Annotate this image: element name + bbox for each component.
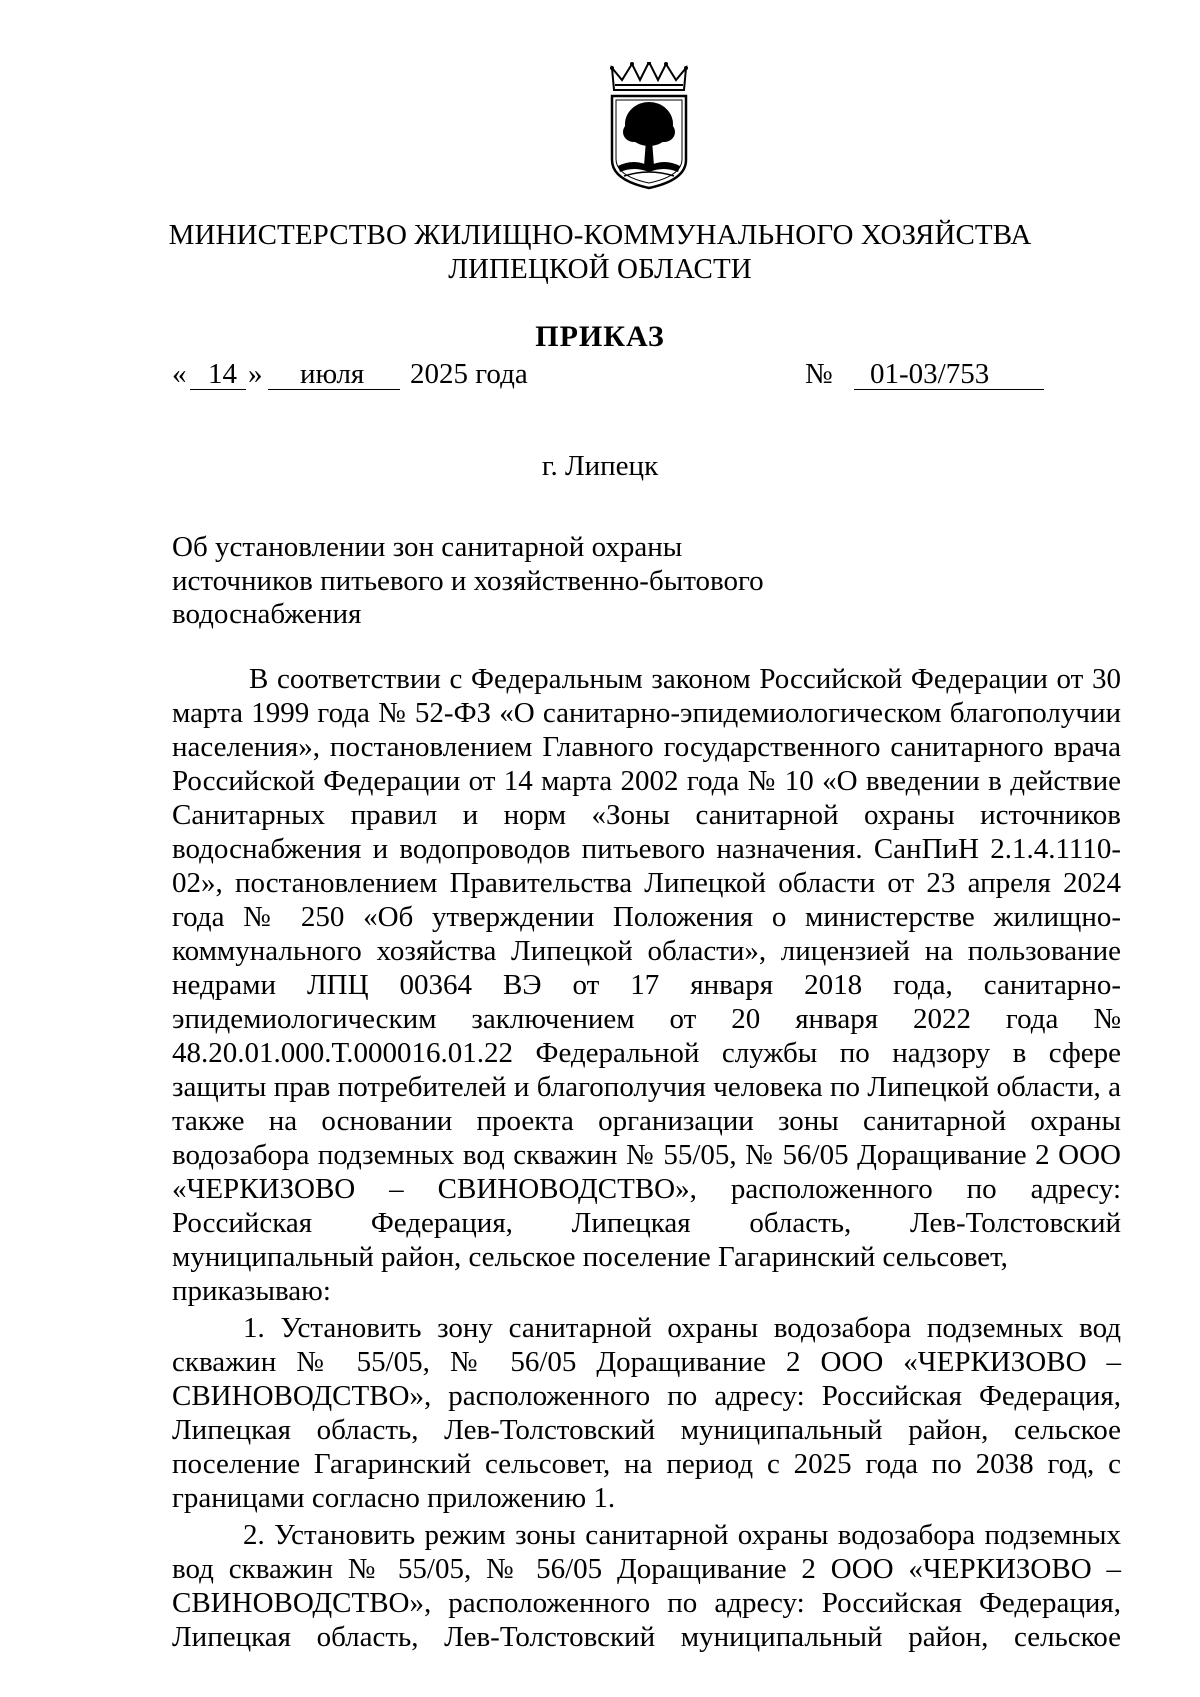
- city: г. Липецк: [541, 450, 659, 482]
- order-item-1: 1. Установить зону санитарной охраны водозабора подземных вод скважин № 55/05, № 56/05 Доращивание 2 ООО «ЧЕРКИЗОВО – СВИНОВОДСТВО», расположенного по адресу: Российская Федерация, Липецкая область, Лев-Толстовский муниципальный район, сельское поселение Гагаринский сельсовет, на период с 2025 года по 2038 год, с границами согласно приложению 1.: [172, 1312, 1121, 1514]
- order-number-label: №: [805, 358, 833, 390]
- order-number-underline: [854, 389, 1044, 390]
- date-year: 2025 года: [410, 358, 528, 390]
- date-month-underline: [268, 389, 400, 390]
- coat-of-arms-icon: [604, 62, 694, 192]
- order-number: 01-03/753: [870, 358, 990, 390]
- order-item-2: 2. Установить режим зоны санитарной охраны водозабора подземных вод скважин № 55/05, № 56/05 Доращивание 2 ООО «ЧЕРКИЗОВО – СВИНОВОДСТВО», расположенного по адресу: Российская Федерация, Липецкая область, Лев-Толстовский муниципальный район, сельское: [172, 1519, 1121, 1653]
- date-month: июля: [300, 358, 365, 390]
- ministry-name-line2: ЛИПЕЦКОЙ ОБЛАСТИ: [448, 253, 752, 285]
- order-body: [172, 662, 1121, 1654]
- order-subject: Об установлении зон санитарной охраны источников питьевого и хозяйственно-бытового водоснабжения: [172, 531, 764, 630]
- order-word: приказываю:: [172, 1275, 331, 1307]
- preamble-paragraph: В соответствии с Федеральным законом Российской Федерации от 30 марта 1999 года № 52-ФЗ «О санитарно-эпидемиологическом благополучии населения», постановлением Главного государственного санитарного врача Российской Федерации от 14 марта 2002 года № 10 «О введении в действие Санитарных правил и норм «Зоны санитарной охраны источников водоснабжения и водопроводов питьевого назначения. СанПиН 2.1.4.1110-02», постановлением Правительства Липецкой области от 23 апреля 2024 года № 250 «Об утверждении Положения о министерстве жилищно-коммунального хозяйства Липецкой области», лицензией на пользование недрами ЛПЦ 00364 ВЭ от 17 января 2018 года, санитарно-эпидемиологическим заключением от 20 января 2022 года № 48.20.01.000.Т.000016.01.22 Федеральной службы по надзору в сфере защиты прав потребителей и благополучия человека по Липецкой области, а также на основании проекта организации зоны санитарной охраны водозабора подземных вод скважин № 55/05, № 56/05 Доращивание 2 ООО «ЧЕРКИЗОВО – СВИНОВОДСТВО», расположенного по адресу: Российская Федерация, Липецкая область, Лев-Толстовский муниципальный район, сельское поселение Гагаринский сельсовет,: [172, 663, 1121, 1273]
- date-open-quote: «: [172, 358, 187, 390]
- date-day: 14: [208, 358, 237, 390]
- date-day-underline: [190, 389, 246, 390]
- date-close-quote: »: [248, 358, 263, 390]
- ministry-name-line1: МИНИСТЕРСТВО ЖИЛИЩНО-КОММУНАЛЬНОГО ХОЗЯЙСТВА: [168, 219, 1032, 251]
- document-type-title: ПРИКАЗ: [535, 320, 665, 353]
- ministry-name: [0, 218, 1200, 286]
